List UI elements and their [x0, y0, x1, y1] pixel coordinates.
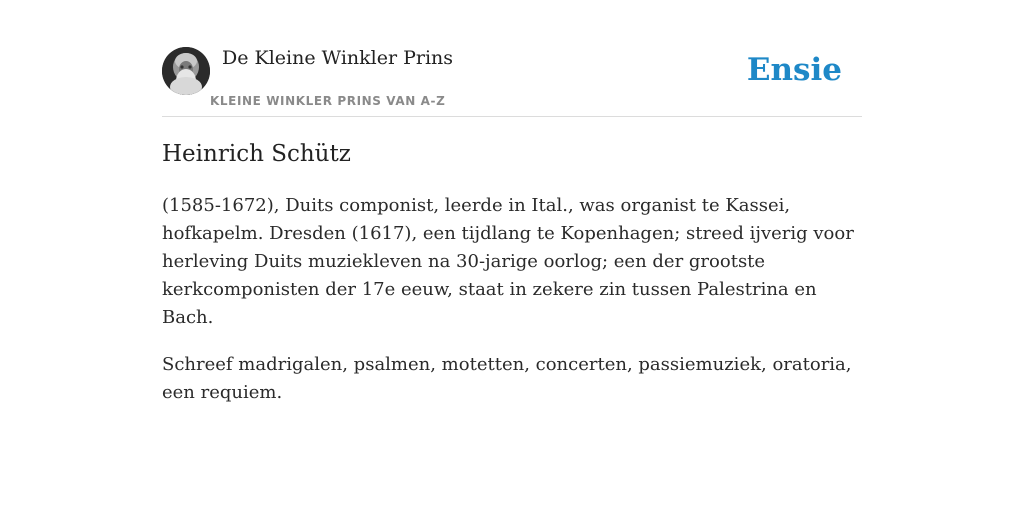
article-paragraph: (1585-1672), Duits componist, leerde in Ital., was organist te Kassei, hofkapelm. Dresden (1617), een tijdlang te Kopenhagen; streed ijverig voor herleving Duits muziekleven na 30-jarige oorlog; een der grootste kerkcomponisten der 17e eeuw, staat in zekere zin tussen Palestrina en Bach. — [162, 195, 854, 328]
portrait-photo-icon — [162, 47, 210, 95]
article-title: Heinrich Schütz — [162, 141, 351, 167]
article — [162, 136, 862, 407]
source-subtitle[interactable]: KLEINE WINKLER PRINS VAN A-Z — [210, 94, 446, 108]
article-paragraph: Schreef madrigalen, psalmen, motetten, concerten, passiemuziek, oratoria, een requiem. — [162, 354, 852, 403]
source-title[interactable]: De Kleine Winkler Prins — [222, 47, 454, 69]
brand-logo[interactable]: Ensie — [746, 52, 842, 88]
source-avatar[interactable] — [162, 47, 210, 95]
source-header — [162, 40, 862, 117]
article-body — [162, 192, 862, 407]
